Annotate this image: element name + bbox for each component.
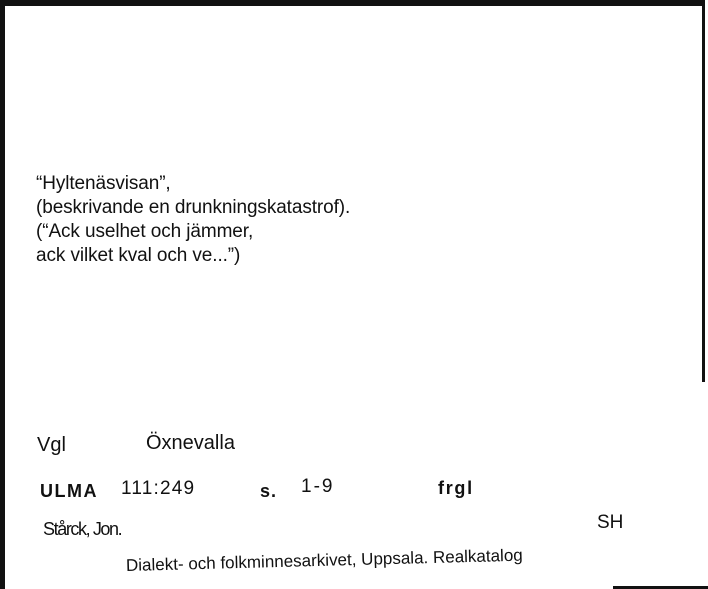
place-name: Öxnevalla bbox=[146, 432, 235, 454]
description-line: (beskrivande en drunkningskatastrof). bbox=[36, 197, 351, 218]
pages-prefix: s. bbox=[260, 481, 278, 501]
record-number: 111:249 bbox=[121, 478, 196, 499]
catalog-footer: Dialekt- och folkminnesarkivet, Uppsala. Realkatalog bbox=[125, 545, 523, 575]
first-lyric-line: (“Ack uselhet och jämmer, bbox=[36, 221, 254, 242]
archive-code: ULMA bbox=[40, 481, 98, 501]
song-title-line: “Hyltenäsvisan”, bbox=[36, 173, 171, 194]
card-right-border bbox=[702, 0, 705, 382]
collector-name: Stårck, Jon. bbox=[43, 519, 122, 539]
card-top-border bbox=[0, 0, 704, 6]
region-code: Vgl bbox=[37, 434, 66, 456]
card-left-border bbox=[0, 0, 5, 589]
song-description bbox=[36, 172, 350, 268]
second-lyric-line: ack vilket kval och ve...”) bbox=[36, 245, 241, 266]
genre-code: frgl bbox=[438, 478, 474, 498]
cataloguer-initials: SH bbox=[597, 512, 624, 533]
page-range: 1-9 bbox=[301, 476, 335, 497]
